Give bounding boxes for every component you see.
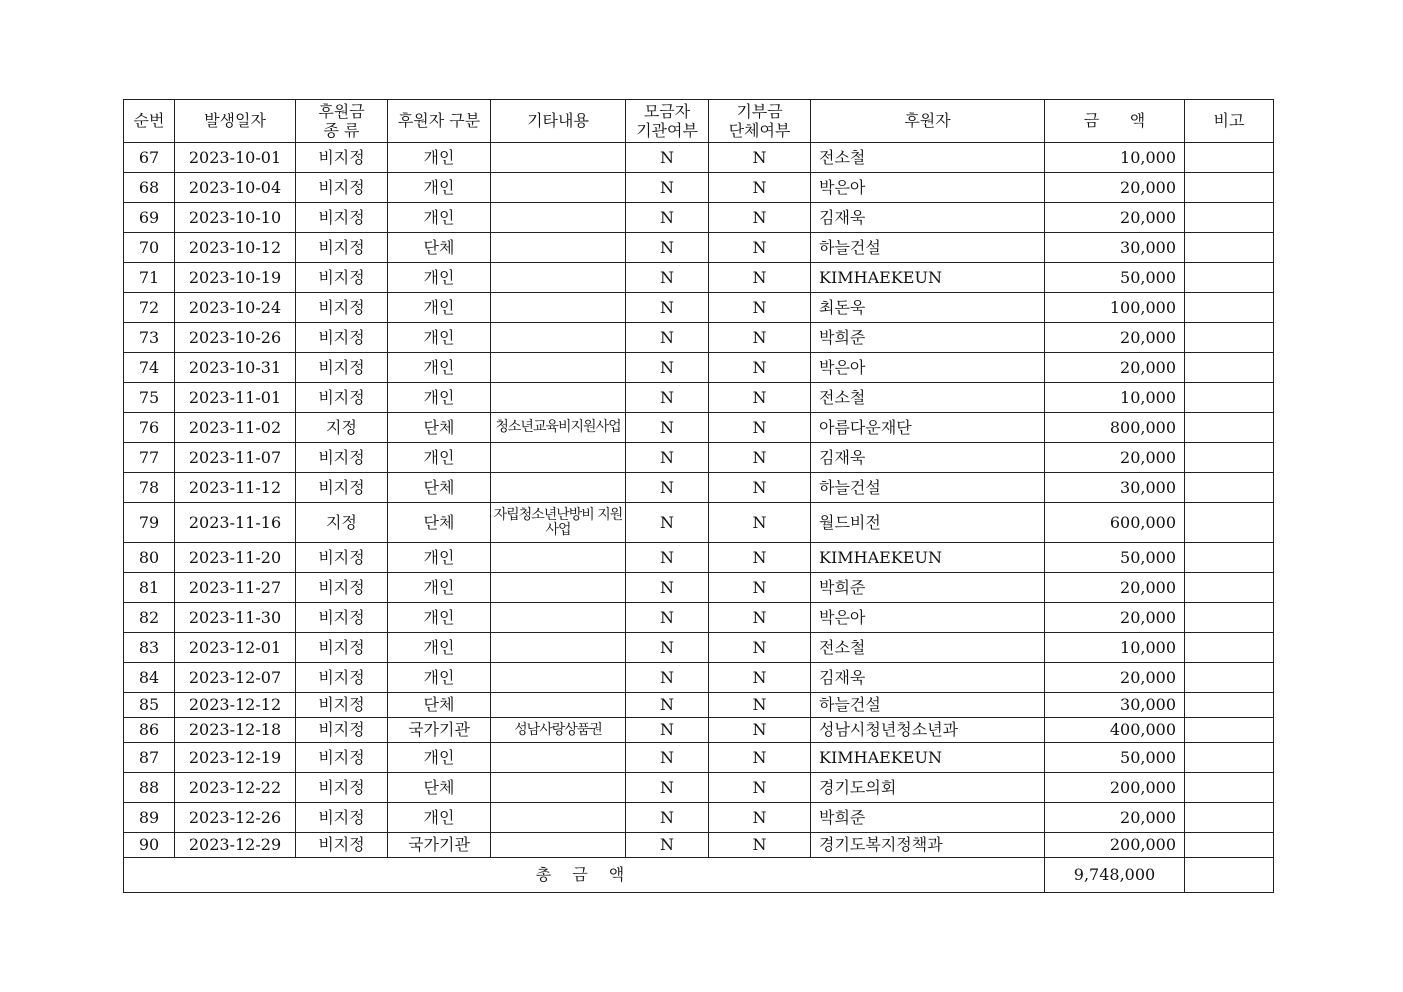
cell-date: 2023-11-12 xyxy=(175,473,296,503)
cell-remark xyxy=(1185,353,1274,383)
cell-date: 2023-11-16 xyxy=(175,503,296,543)
cell-type: 개인 xyxy=(388,203,491,233)
cell-grp: N xyxy=(709,413,811,443)
table-row xyxy=(124,693,1274,718)
cell-remark xyxy=(1185,663,1274,693)
table-row xyxy=(124,413,1274,443)
cell-amount: 20,000 xyxy=(1045,353,1185,383)
cell-type: 단체 xyxy=(388,693,491,718)
cell-kind: 비지정 xyxy=(296,143,388,173)
cell-date: 2023-12-29 xyxy=(175,833,296,858)
cell-type: 개인 xyxy=(388,143,491,173)
cell-remark xyxy=(1185,383,1274,413)
cell-etc xyxy=(491,743,626,773)
cell-grp: N xyxy=(709,443,811,473)
cell-remark xyxy=(1185,833,1274,858)
cell-remark xyxy=(1185,443,1274,473)
cell-amount: 200,000 xyxy=(1045,833,1185,858)
cell-type: 개인 xyxy=(388,293,491,323)
cell-grp: N xyxy=(709,143,811,173)
cell-donor: 경기도의회 xyxy=(811,773,1045,803)
cell-type: 개인 xyxy=(388,323,491,353)
cell-remark xyxy=(1185,543,1274,573)
header-grp-line1: 기부금 xyxy=(736,102,783,121)
table-row xyxy=(124,383,1274,413)
cell-kind: 비지정 xyxy=(296,693,388,718)
cell-amount: 30,000 xyxy=(1045,693,1185,718)
cell-kind: 비지정 xyxy=(296,718,388,743)
table-row xyxy=(124,323,1274,353)
cell-amount: 50,000 xyxy=(1045,743,1185,773)
header-type: 후원자 구분 xyxy=(388,100,491,143)
cell-kind: 비지정 xyxy=(296,293,388,323)
table-row xyxy=(124,718,1274,743)
cell-no: 73 xyxy=(124,323,175,353)
cell-type: 단체 xyxy=(388,473,491,503)
cell-remark xyxy=(1185,693,1274,718)
cell-grp: N xyxy=(709,663,811,693)
cell-date: 2023-10-01 xyxy=(175,143,296,173)
cell-donor: 하늘건설 xyxy=(811,233,1045,263)
header-kind xyxy=(296,100,388,143)
cell-donor: 김재욱 xyxy=(811,443,1045,473)
header-org-line1: 모금자 xyxy=(643,102,691,121)
cell-etc xyxy=(491,663,626,693)
cell-remark xyxy=(1185,633,1274,663)
cell-no: 84 xyxy=(124,663,175,693)
cell-org: N xyxy=(626,773,709,803)
cell-grp: N xyxy=(709,293,811,323)
cell-org: N xyxy=(626,143,709,173)
cell-kind: 비지정 xyxy=(296,603,388,633)
cell-no: 83 xyxy=(124,633,175,663)
cell-org: N xyxy=(626,263,709,293)
cell-date: 2023-11-01 xyxy=(175,383,296,413)
cell-amount: 800,000 xyxy=(1045,413,1185,443)
cell-donor: 하늘건설 xyxy=(811,473,1045,503)
cell-org: N xyxy=(626,803,709,833)
cell-amount: 20,000 xyxy=(1045,323,1185,353)
table-row xyxy=(124,263,1274,293)
cell-donor: 박은아 xyxy=(811,353,1045,383)
cell-remark xyxy=(1185,718,1274,743)
cell-amount: 600,000 xyxy=(1045,503,1185,543)
cell-donor: KIMHAEKEUN xyxy=(811,543,1045,573)
table-row xyxy=(124,353,1274,383)
cell-amount: 20,000 xyxy=(1045,663,1185,693)
header-kind-line1: 후원금 xyxy=(318,102,365,121)
cell-no: 88 xyxy=(124,773,175,803)
cell-grp: N xyxy=(709,773,811,803)
cell-no: 69 xyxy=(124,203,175,233)
cell-kind: 비지정 xyxy=(296,573,388,603)
cell-kind: 비지정 xyxy=(296,323,388,353)
cell-org: N xyxy=(626,503,709,543)
cell-date: 2023-12-19 xyxy=(175,743,296,773)
cell-grp: N xyxy=(709,173,811,203)
cell-etc xyxy=(491,383,626,413)
cell-donor: 박은아 xyxy=(811,603,1045,633)
cell-grp: N xyxy=(709,803,811,833)
table-row xyxy=(124,573,1274,603)
cell-type: 개인 xyxy=(388,743,491,773)
header-grp-line2: 단체여부 xyxy=(728,121,791,140)
cell-org: N xyxy=(626,293,709,323)
cell-no: 70 xyxy=(124,233,175,263)
cell-grp: N xyxy=(709,383,811,413)
cell-etc xyxy=(491,233,626,263)
cell-kind: 비지정 xyxy=(296,473,388,503)
cell-grp: N xyxy=(709,353,811,383)
cell-remark xyxy=(1185,323,1274,353)
cell-type: 개인 xyxy=(388,173,491,203)
cell-no: 85 xyxy=(124,693,175,718)
table-body xyxy=(124,143,1274,858)
cell-amount: 20,000 xyxy=(1045,603,1185,633)
cell-no: 82 xyxy=(124,603,175,633)
cell-no: 77 xyxy=(124,443,175,473)
cell-grp: N xyxy=(709,693,811,718)
cell-date: 2023-12-18 xyxy=(175,718,296,743)
cell-type: 개인 xyxy=(388,663,491,693)
cell-etc xyxy=(491,773,626,803)
cell-kind: 비지정 xyxy=(296,743,388,773)
cell-grp: N xyxy=(709,323,811,353)
cell-type: 개인 xyxy=(388,543,491,573)
cell-kind: 비지정 xyxy=(296,353,388,383)
cell-amount: 20,000 xyxy=(1045,443,1185,473)
cell-no: 68 xyxy=(124,173,175,203)
cell-no: 72 xyxy=(124,293,175,323)
cell-amount: 20,000 xyxy=(1045,803,1185,833)
cell-donor: 하늘건설 xyxy=(811,693,1045,718)
cell-donor: 최돈욱 xyxy=(811,293,1045,323)
cell-date: 2023-10-24 xyxy=(175,293,296,323)
cell-etc xyxy=(491,293,626,323)
table-row xyxy=(124,473,1274,503)
cell-org: N xyxy=(626,413,709,443)
cell-grp: N xyxy=(709,263,811,293)
header-grp xyxy=(709,100,811,143)
cell-org: N xyxy=(626,573,709,603)
cell-date: 2023-10-04 xyxy=(175,173,296,203)
cell-remark xyxy=(1185,413,1274,443)
cell-kind: 비지정 xyxy=(296,203,388,233)
cell-type: 개인 xyxy=(388,443,491,473)
cell-donor: KIMHAEKEUN xyxy=(811,263,1045,293)
header-etc: 기타내용 xyxy=(491,100,626,143)
cell-org: N xyxy=(626,543,709,573)
cell-donor: 월드비전 xyxy=(811,503,1045,543)
cell-org: N xyxy=(626,383,709,413)
cell-date: 2023-12-01 xyxy=(175,633,296,663)
cell-org: N xyxy=(626,323,709,353)
cell-no: 74 xyxy=(124,353,175,383)
cell-date: 2023-11-20 xyxy=(175,543,296,573)
cell-remark xyxy=(1185,203,1274,233)
total-row xyxy=(124,858,1274,893)
cell-amount: 20,000 xyxy=(1045,573,1185,603)
cell-org: N xyxy=(626,603,709,633)
cell-kind: 비지정 xyxy=(296,663,388,693)
header-kind-line2: 종 류 xyxy=(323,121,360,140)
cell-type: 개인 xyxy=(388,603,491,633)
table-row xyxy=(124,203,1274,233)
table-row xyxy=(124,543,1274,573)
cell-etc xyxy=(491,573,626,603)
cell-donor: 전소철 xyxy=(811,383,1045,413)
cell-org: N xyxy=(626,353,709,383)
cell-donor: 아름다운재단 xyxy=(811,413,1045,443)
cell-amount: 30,000 xyxy=(1045,233,1185,263)
cell-grp: N xyxy=(709,203,811,233)
cell-amount: 400,000 xyxy=(1045,718,1185,743)
cell-donor: 박은아 xyxy=(811,173,1045,203)
cell-etc: 청소년교육비지원사업 xyxy=(491,413,626,443)
cell-remark xyxy=(1185,503,1274,543)
cell-grp: N xyxy=(709,503,811,543)
cell-grp: N xyxy=(709,473,811,503)
total-label: 총 금 액 xyxy=(124,858,1045,893)
cell-org: N xyxy=(626,233,709,263)
cell-date: 2023-10-31 xyxy=(175,353,296,383)
cell-date: 2023-11-27 xyxy=(175,573,296,603)
cell-no: 90 xyxy=(124,833,175,858)
cell-etc xyxy=(491,833,626,858)
table-row xyxy=(124,833,1274,858)
cell-etc xyxy=(491,173,626,203)
cell-donor: 박희준 xyxy=(811,803,1045,833)
cell-org: N xyxy=(626,633,709,663)
cell-no: 81 xyxy=(124,573,175,603)
cell-kind: 비지정 xyxy=(296,443,388,473)
cell-grp: N xyxy=(709,543,811,573)
cell-date: 2023-10-12 xyxy=(175,233,296,263)
donation-ledger-table xyxy=(123,99,1274,893)
cell-etc xyxy=(491,323,626,353)
header-no: 순번 xyxy=(124,100,175,143)
cell-no: 80 xyxy=(124,543,175,573)
cell-date: 2023-12-22 xyxy=(175,773,296,803)
cell-donor: 박희준 xyxy=(811,323,1045,353)
cell-org: N xyxy=(626,443,709,473)
header-org xyxy=(626,100,709,143)
cell-donor: 김재욱 xyxy=(811,203,1045,233)
cell-grp: N xyxy=(709,718,811,743)
cell-no: 79 xyxy=(124,503,175,543)
cell-remark xyxy=(1185,143,1274,173)
cell-grp: N xyxy=(709,573,811,603)
cell-type: 개인 xyxy=(388,263,491,293)
cell-no: 86 xyxy=(124,718,175,743)
cell-remark xyxy=(1185,473,1274,503)
cell-date: 2023-12-07 xyxy=(175,663,296,693)
cell-etc xyxy=(491,633,626,663)
cell-etc: 자립청소년난방비 지원사업 xyxy=(491,503,626,543)
cell-kind: 비지정 xyxy=(296,773,388,803)
cell-kind: 비지정 xyxy=(296,173,388,203)
table-row xyxy=(124,233,1274,263)
cell-no: 71 xyxy=(124,263,175,293)
cell-amount: 10,000 xyxy=(1045,383,1185,413)
cell-etc xyxy=(491,473,626,503)
cell-org: N xyxy=(626,473,709,503)
table-row xyxy=(124,293,1274,323)
cell-amount: 20,000 xyxy=(1045,173,1185,203)
cell-amount: 20,000 xyxy=(1045,203,1185,233)
cell-amount: 100,000 xyxy=(1045,293,1185,323)
cell-type: 국가기관 xyxy=(388,718,491,743)
cell-type: 개인 xyxy=(388,383,491,413)
cell-grp: N xyxy=(709,633,811,663)
cell-kind: 비지정 xyxy=(296,233,388,263)
header-amount: 금 액 xyxy=(1045,100,1185,143)
cell-donor: 전소철 xyxy=(811,633,1045,663)
cell-kind: 비지정 xyxy=(296,803,388,833)
cell-etc: 성남사랑상품권 xyxy=(491,718,626,743)
cell-type: 단체 xyxy=(388,413,491,443)
cell-org: N xyxy=(626,693,709,718)
cell-remark xyxy=(1185,293,1274,323)
cell-donor: 박희준 xyxy=(811,573,1045,603)
cell-amount: 30,000 xyxy=(1045,473,1185,503)
cell-date: 2023-10-26 xyxy=(175,323,296,353)
table-footer xyxy=(124,858,1274,893)
cell-date: 2023-11-30 xyxy=(175,603,296,633)
cell-remark xyxy=(1185,573,1274,603)
cell-amount: 10,000 xyxy=(1045,143,1185,173)
cell-type: 개인 xyxy=(388,353,491,383)
table-row xyxy=(124,663,1274,693)
cell-kind: 지정 xyxy=(296,503,388,543)
cell-date: 2023-11-02 xyxy=(175,413,296,443)
cell-org: N xyxy=(626,718,709,743)
cell-date: 2023-11-07 xyxy=(175,443,296,473)
cell-type: 단체 xyxy=(388,233,491,263)
cell-etc xyxy=(491,263,626,293)
table-row xyxy=(124,743,1274,773)
cell-kind: 지정 xyxy=(296,413,388,443)
cell-remark xyxy=(1185,743,1274,773)
cell-grp: N xyxy=(709,833,811,858)
cell-grp: N xyxy=(709,233,811,263)
cell-org: N xyxy=(626,203,709,233)
cell-etc xyxy=(491,443,626,473)
cell-date: 2023-10-19 xyxy=(175,263,296,293)
cell-etc xyxy=(491,203,626,233)
table-row xyxy=(124,603,1274,633)
cell-kind: 비지정 xyxy=(296,633,388,663)
table-row xyxy=(124,503,1274,543)
cell-date: 2023-10-10 xyxy=(175,203,296,233)
table-row xyxy=(124,633,1274,663)
cell-donor: 경기도복지정책과 xyxy=(811,833,1045,858)
cell-grp: N xyxy=(709,743,811,773)
cell-remark xyxy=(1185,263,1274,293)
cell-date: 2023-12-26 xyxy=(175,803,296,833)
cell-type: 단체 xyxy=(388,773,491,803)
cell-etc xyxy=(491,693,626,718)
table-row xyxy=(124,443,1274,473)
cell-org: N xyxy=(626,833,709,858)
cell-no: 76 xyxy=(124,413,175,443)
cell-org: N xyxy=(626,743,709,773)
cell-grp: N xyxy=(709,603,811,633)
cell-donor: 성남시청년청소년과 xyxy=(811,718,1045,743)
cell-remark xyxy=(1185,173,1274,203)
cell-no: 87 xyxy=(124,743,175,773)
header-org-line2: 기관여부 xyxy=(636,121,698,140)
cell-amount: 10,000 xyxy=(1045,633,1185,663)
cell-org: N xyxy=(626,663,709,693)
total-remark xyxy=(1185,858,1274,893)
header-date: 발생일자 xyxy=(175,100,296,143)
cell-no: 75 xyxy=(124,383,175,413)
cell-remark xyxy=(1185,603,1274,633)
table-row xyxy=(124,143,1274,173)
cell-kind: 비지정 xyxy=(296,833,388,858)
cell-date: 2023-12-12 xyxy=(175,693,296,718)
cell-org: N xyxy=(626,173,709,203)
cell-remark xyxy=(1185,233,1274,263)
header-donor: 후원자 xyxy=(811,100,1045,143)
cell-kind: 비지정 xyxy=(296,383,388,413)
cell-donor: KIMHAEKEUN xyxy=(811,743,1045,773)
cell-remark xyxy=(1185,773,1274,803)
table-row xyxy=(124,803,1274,833)
table-row xyxy=(124,773,1274,803)
cell-type: 개인 xyxy=(388,633,491,663)
cell-etc xyxy=(491,603,626,633)
cell-type: 국가기관 xyxy=(388,833,491,858)
cell-etc xyxy=(491,803,626,833)
cell-etc xyxy=(491,543,626,573)
header-remark: 비고 xyxy=(1185,100,1274,143)
cell-etc xyxy=(491,143,626,173)
cell-no: 67 xyxy=(124,143,175,173)
cell-kind: 비지정 xyxy=(296,263,388,293)
cell-kind: 비지정 xyxy=(296,543,388,573)
table-row xyxy=(124,173,1274,203)
total-amount: 9,748,000 xyxy=(1045,858,1185,893)
cell-amount: 200,000 xyxy=(1045,773,1185,803)
cell-type: 단체 xyxy=(388,503,491,543)
cell-amount: 50,000 xyxy=(1045,543,1185,573)
cell-etc xyxy=(491,353,626,383)
table-header xyxy=(124,100,1274,143)
cell-type: 개인 xyxy=(388,573,491,603)
cell-type: 개인 xyxy=(388,803,491,833)
cell-donor: 전소철 xyxy=(811,143,1045,173)
cell-donor: 김재욱 xyxy=(811,663,1045,693)
cell-remark xyxy=(1185,803,1274,833)
cell-no: 78 xyxy=(124,473,175,503)
cell-amount: 50,000 xyxy=(1045,263,1185,293)
cell-no: 89 xyxy=(124,803,175,833)
